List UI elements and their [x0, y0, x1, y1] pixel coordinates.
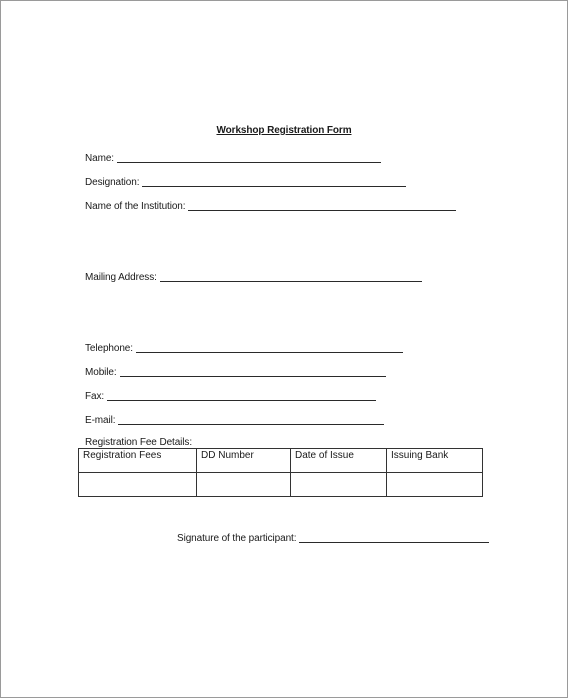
designation-input-line[interactable]	[142, 176, 406, 187]
mailing-address-field	[85, 271, 422, 283]
email-input-line[interactable]	[118, 414, 384, 425]
mobile-input-line[interactable]	[120, 366, 386, 377]
registration-fees-cell[interactable]	[79, 473, 197, 497]
email-label: E-mail:	[85, 415, 116, 426]
header-registration-fees: Registration Fees	[79, 449, 197, 473]
signature-field	[177, 532, 489, 544]
fee-table-header-row	[79, 449, 483, 473]
name-field	[85, 152, 381, 164]
table-row	[79, 473, 483, 497]
telephone-input-line[interactable]	[136, 342, 403, 353]
header-date-of-issue: Date of Issue	[291, 449, 387, 473]
header-issuing-bank: Issuing Bank	[387, 449, 483, 473]
fax-input-line[interactable]	[107, 390, 376, 401]
signature-label: Signature of the participant:	[177, 533, 297, 544]
signature-input-line[interactable]	[299, 532, 489, 543]
name-input-line[interactable]	[117, 152, 381, 163]
dd-number-cell[interactable]	[197, 473, 291, 497]
institution-label: Name of the Institution:	[85, 201, 186, 212]
mobile-field	[85, 366, 386, 378]
mailing-address-input-line[interactable]	[160, 271, 422, 282]
fee-details-table	[78, 448, 483, 497]
institution-input-line[interactable]	[188, 200, 456, 211]
fax-label: Fax:	[85, 391, 105, 402]
mobile-label: Mobile:	[85, 367, 117, 378]
date-of-issue-cell[interactable]	[291, 473, 387, 497]
fee-details-label: Registration Fee Details:	[85, 437, 192, 448]
fax-field	[85, 390, 376, 402]
institution-field	[85, 200, 456, 212]
telephone-field	[85, 342, 403, 354]
mailing-address-label: Mailing Address:	[85, 272, 157, 283]
name-label: Name:	[85, 153, 114, 164]
email-field	[85, 414, 384, 426]
header-dd-number: DD Number	[197, 449, 291, 473]
telephone-label: Telephone:	[85, 343, 133, 354]
issuing-bank-cell[interactable]	[387, 473, 483, 497]
designation-field	[85, 176, 406, 188]
designation-label: Designation:	[85, 177, 140, 188]
form-title: Workshop Registration Form	[216, 125, 352, 136]
